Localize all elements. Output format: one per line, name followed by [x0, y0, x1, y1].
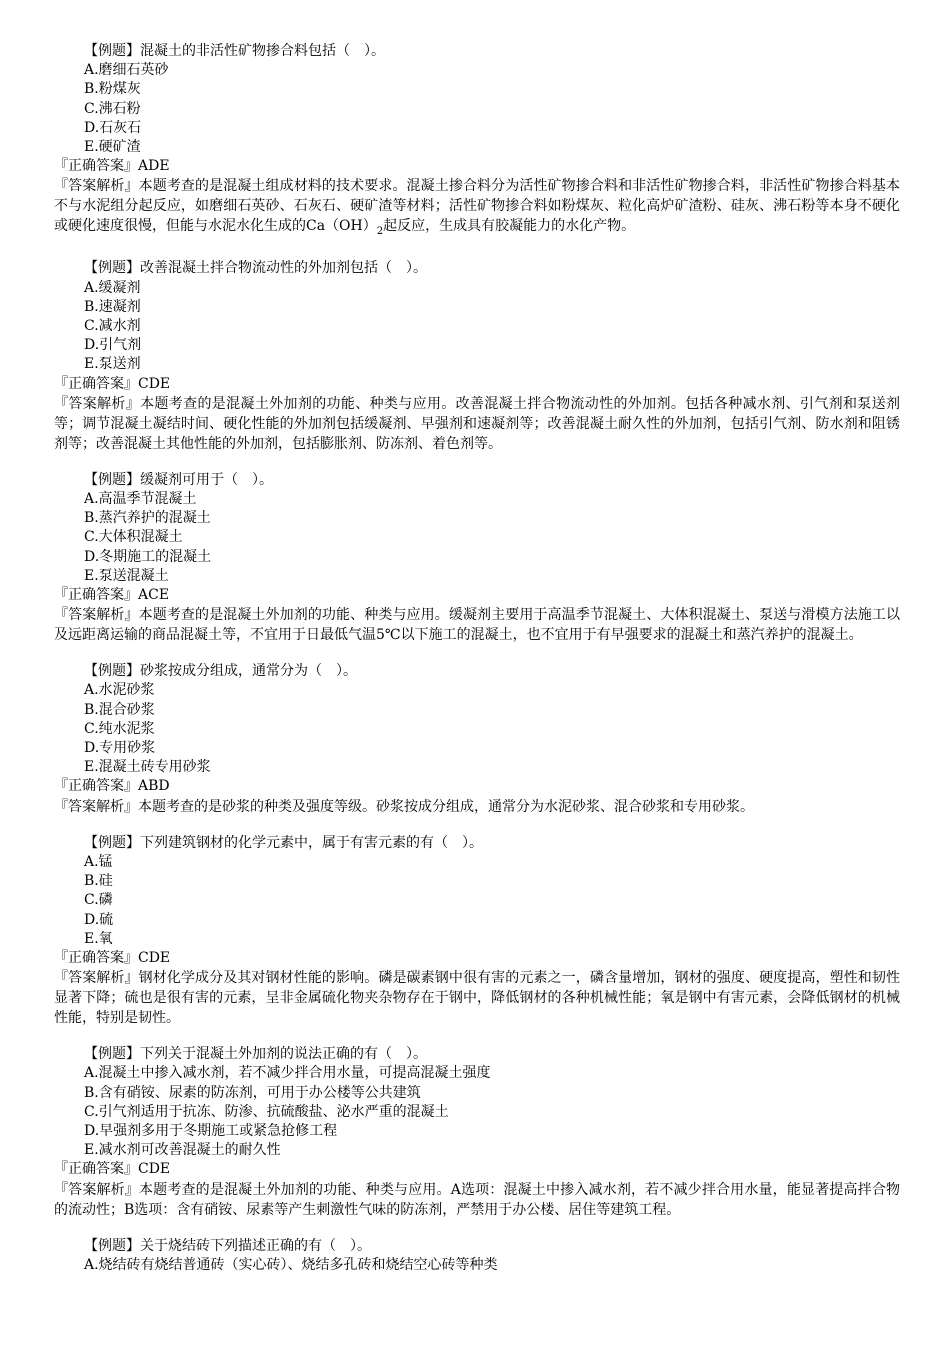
- option-e: E.混凝土砖专用砂浆: [84, 759, 211, 776]
- question-stem: 【例题】下列关于混凝土外加剂的说法正确的有（ ）。: [84, 1046, 427, 1063]
- option-b: B.混合砂浆: [84, 701, 155, 718]
- option-e: E.氧: [84, 930, 113, 947]
- option-b: B.含有硝铵、尿素的防冻剂，可用于办公楼等公共建筑: [84, 1084, 421, 1101]
- option-a: A.磨细石英砂: [84, 62, 169, 79]
- option-a: A.缓凝剂: [84, 279, 141, 296]
- option-e: E.硬矿渣: [84, 139, 141, 156]
- question-stem: 【例题】改善混凝土拌合物流动性的外加剂包括（ ）。: [84, 260, 427, 277]
- option-c: C.磷: [84, 892, 113, 909]
- correct-answer: 『正确答案』ABD: [54, 778, 170, 795]
- option-b: B.硅: [84, 873, 113, 890]
- question-block: [54, 471, 900, 645]
- question-stem: 【例题】砂浆按成分组成，通常分为（ ）。: [84, 663, 357, 680]
- question-block: [54, 1237, 900, 1275]
- question-block: [54, 834, 900, 1028]
- question-block: [54, 42, 900, 242]
- option-d: D.引气剂: [84, 337, 142, 354]
- option-d: D.硫: [84, 911, 114, 928]
- question-stem: 【例题】下列建筑钢材的化学元素中，属于有害元素的有（ ）。: [84, 834, 483, 851]
- answer-explanation: 『答案解析』本题考查的是砂浆的种类及强度等级。砂浆按成分组成，通常分为水泥砂浆、混合砂浆和专用砂浆。: [54, 798, 754, 815]
- option-a: A.高温季节混凝土: [84, 491, 197, 508]
- option-c: C.沸石粉: [84, 100, 141, 117]
- answer-explanation: 『答案解析』钢材化学成分及其对钢材性能的影响。磷是碳素钢中很有害的元素之一，磷含量增加，钢材的强度、硬度提高，塑性和韧性显著下降；硫也是很有害的元素，呈非金属硫化物夹杂物存在于钢中，降低钢材的各种机械性能；氧是钢中有害元素，会降低钢材的机械性能，特别是韧性。: [54, 970, 900, 1027]
- correct-answer: 『正确答案』CDE: [54, 949, 171, 966]
- answer-explanation: [54, 176, 900, 242]
- question-block: [54, 259, 900, 453]
- correct-answer: 『正确答案』ACE: [54, 587, 170, 604]
- explanation-text: 『答案解析』本题考查的是混凝土组成材料的技术要求。混凝土掺合料分为活性矿物掺合料和非活性矿物掺合料，非活性矿物掺合料基本不与水泥组分起反应，如磨细石英砂、石灰石、硬矿渣等材料；活性矿物掺合料如粉煤灰、粒化高炉矿渣粉、硅灰、沸石粉等本身不硬化或硬化速度很慢，但能与水泥水化生成的Ca（OH）: [54, 178, 900, 235]
- explanation-tail: 起反应，生成具有胶凝能力的水化产物。: [383, 218, 636, 235]
- document-page: [54, 42, 900, 1292]
- question-block: [54, 662, 900, 816]
- option-d: D.早强剂多用于冬期施工或紧急抢修工程: [84, 1122, 338, 1139]
- question-stem: 【例题】混凝土的非活性矿物掺合料包括（ ）。: [84, 43, 385, 59]
- option-e: E.泵送混凝土: [84, 567, 169, 584]
- answer-explanation: 『答案解析』本题考查的是混凝土外加剂的功能、种类与应用。改善混凝土拌合物流动性的外加剂。包括各种减水剂、引气剂和泵送剂等；调节混凝土凝结时间、硬化性能的外加剂包括缓凝剂、早强剂和速凝剂等；改善混凝土耐久性的外加剂，包括引气剂、防水剂和阻锈剂等；改善混凝土其他性能的外加剂，包括膨胀剂、防冻剂、着色剂等。: [54, 395, 900, 452]
- correct-answer: 『正确答案』ADE: [54, 158, 170, 175]
- option-c: C.纯水泥浆: [84, 720, 155, 737]
- option-e: E.减水剂可改善混凝土的耐久性: [84, 1142, 281, 1159]
- option-b: B.粉煤灰: [84, 81, 141, 98]
- correct-answer: 『正确答案』CDE: [54, 1161, 171, 1178]
- answer-explanation: 『答案解析』本题考查的是混凝土外加剂的功能、种类与应用。缓凝剂主要用于高温季节混凝土、大体积混凝土、泵送与滑模方法施工以及远距离运输的商品混凝土等，不宜用于日最低气温5℃以下施工的混凝土，也不宜用于有早强要求的混凝土和蒸汽养护的混凝土。: [54, 607, 900, 644]
- option-b: B.速凝剂: [84, 298, 141, 315]
- option-e: E.泵送剂: [84, 356, 141, 373]
- question-block: [54, 1045, 900, 1219]
- question-stem: 【例题】关于烧结砖下列描述正确的有（ ）。: [84, 1237, 371, 1254]
- question-stem: 【例题】缓凝剂可用于（ ）。: [84, 471, 273, 488]
- option-c: C.减水剂: [84, 318, 141, 335]
- option-a: A.锰: [84, 853, 113, 870]
- option-a: A.混凝土中掺入减水剂，若不减少拌合用水量，可提高混凝土强度: [84, 1065, 491, 1082]
- subscript: 2: [376, 226, 384, 238]
- option-a: A.烧结砖有烧结普通砖（实心砖）、烧结多孔砖和烧结空心砖等种类: [84, 1256, 498, 1273]
- option-d: D.冬期施工的混凝土: [84, 548, 212, 565]
- option-d: D.专用砂浆: [84, 740, 156, 757]
- option-d: D.石灰石: [84, 119, 142, 136]
- answer-explanation: 『答案解析』本题考查的是混凝土外加剂的功能、种类与应用。A选项：混凝土中掺入减水剂，若不减少拌合用水量，能显著提高拌合物的流动性；B选项：含有硝铵、尿素等产生刺激性气味的防冻剂，严禁用于办公楼、居住等建筑工程。: [54, 1181, 900, 1218]
- option-a: A.水泥砂浆: [84, 682, 155, 699]
- option-b: B.蒸汽养护的混凝土: [84, 510, 211, 527]
- correct-answer: 『正确答案』CDE: [54, 375, 171, 392]
- option-c: C.引气剂适用于抗冻、防渗、抗硫酸盐、泌水严重的混凝土: [84, 1103, 449, 1120]
- option-c: C.大体积混凝土: [84, 529, 183, 546]
